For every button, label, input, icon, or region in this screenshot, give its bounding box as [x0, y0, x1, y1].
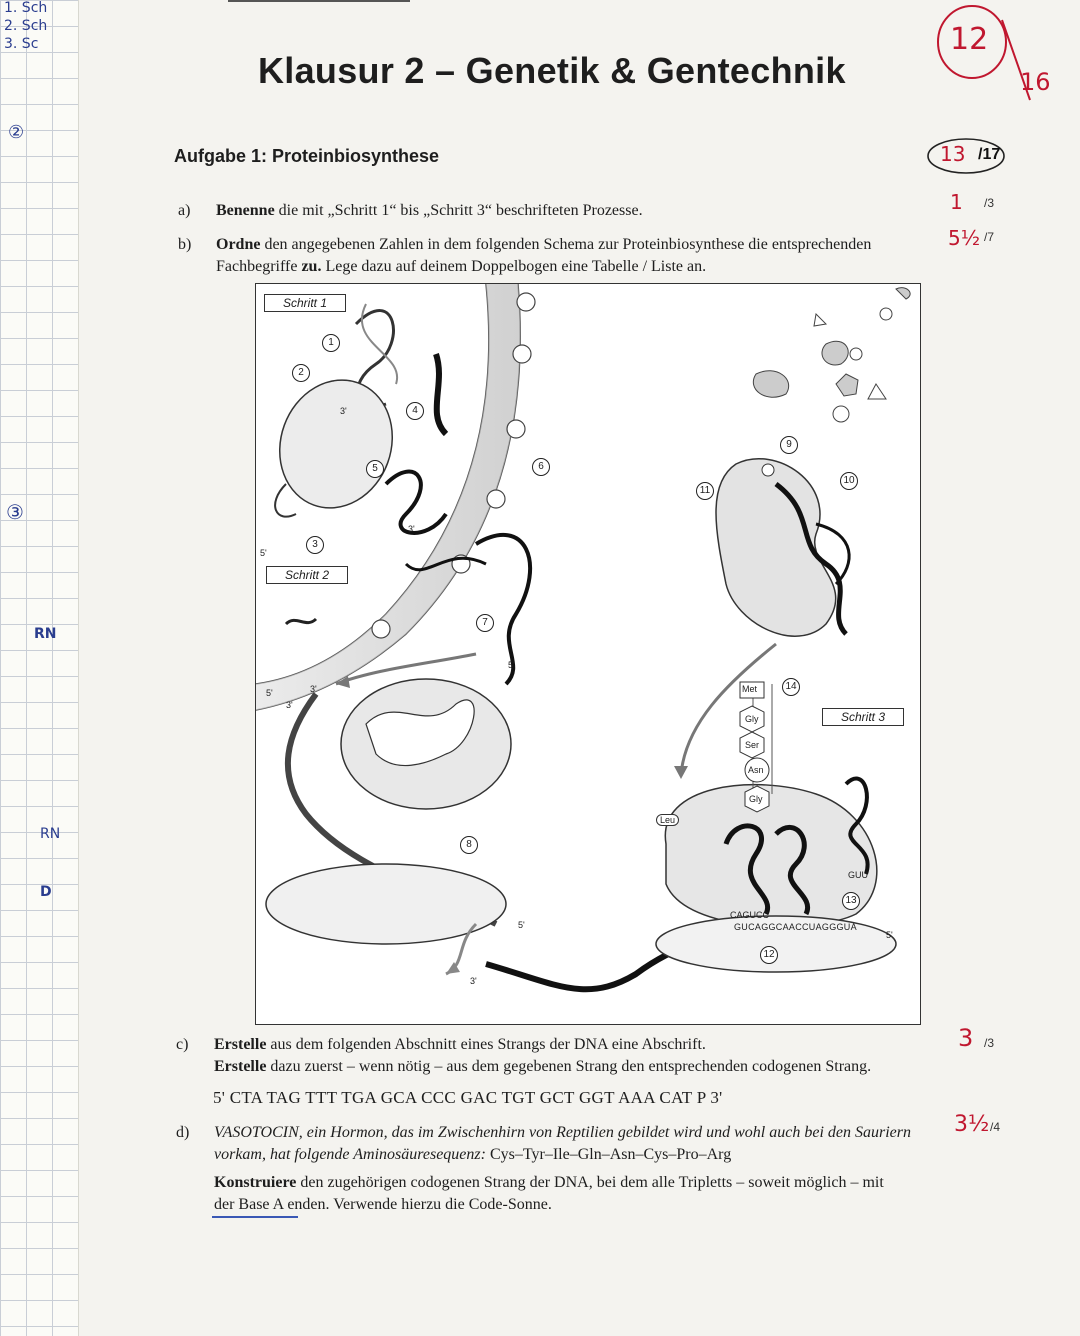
step-2-label: Schritt 2 — [266, 566, 348, 584]
aufgabe-heading: Aufgabe 1: Proteinbiosynthese — [174, 146, 440, 166]
task-b-score-hand: 5½ — [948, 226, 981, 250]
step-1-label: Schritt 1 — [264, 294, 346, 312]
task-c — [176, 1034, 956, 1080]
task-b — [178, 234, 938, 280]
prime-8: 3' — [286, 700, 293, 710]
marker-4: 4 — [406, 402, 424, 420]
marker-3: 3 — [306, 536, 324, 554]
prime-1: 3' — [340, 406, 347, 416]
marker-7: 7 — [476, 614, 494, 632]
marker-2: 2 — [292, 364, 310, 382]
aa-ser: Ser — [745, 740, 760, 750]
anticodon2-label: GUU — [848, 870, 868, 880]
marker-14: 14 — [782, 678, 800, 696]
task-d-italic2: vorkam, hat folgende Aminosäuresequenz: — [214, 1146, 486, 1163]
aa-leu: Leu — [656, 814, 679, 826]
prime-10: 5' — [266, 688, 273, 698]
protein-biosynthesis-diagram — [255, 283, 921, 1025]
task-d-verb: Konstruiere — [214, 1174, 297, 1191]
top-rule — [228, 0, 410, 2]
task-c-verb: Erstelle — [214, 1036, 267, 1053]
step-3-label: Schritt 3 — [822, 708, 904, 726]
task-a-label: a) — [178, 202, 191, 219]
task-d-score-print: /4 — [990, 1120, 1001, 1134]
prime-2: 5' — [260, 548, 267, 558]
task-d-text1: den zugehörigen codogenen Strang der DNA, bei dem alle Tripletts – soweit möglich – mit — [296, 1174, 884, 1191]
dna-sequence: 5' CTA TAG TTT TGA GCA CCC GAC TGT GCT GGT AAA CAT P 3' — [213, 1088, 723, 1107]
task-c-text1: aus dem folgenden Abschnitt eines Strangs der DNA eine Abschrift. — [266, 1036, 706, 1053]
prime-5: 5' — [508, 660, 515, 670]
anticodon-label: CAGUCC — [730, 910, 770, 920]
task-c-verb2: Erstelle — [214, 1058, 267, 1075]
task-b-text2-pre: Fachbegriffe — [216, 258, 302, 275]
marker-10: 10 — [840, 472, 858, 490]
prime-7: 5' — [518, 920, 525, 930]
aa-met: Met — [742, 684, 758, 694]
task-b-verb: Ordne — [216, 236, 261, 253]
prime-4: 3' — [310, 684, 317, 694]
grade-total-outof: 16 — [1020, 68, 1051, 96]
grade-total-hand: 12 — [950, 22, 989, 57]
margin-note-d: D — [40, 884, 52, 900]
task-a-score-print: /3 — [984, 196, 995, 210]
marker-1: 1 — [322, 334, 340, 352]
task-d-aa-seq: Cys–Tyr–Ile–Gln–Asn–Cys–Pro–Arg — [485, 1146, 732, 1163]
aufgabe-score-hand: 13 — [940, 142, 966, 166]
marker-6: 6 — [532, 458, 550, 476]
marker-5: 5 — [366, 460, 384, 478]
task-d-italic1: VASOTOCIN, ein Hormon, das im Zwischenhirn von Reptilien gebildet wird und wohl auch bei den Sauriern — [214, 1124, 911, 1141]
marker-9: 9 — [780, 436, 798, 454]
margin-note-2: 2. Sch — [4, 18, 48, 34]
prime-9: 5' — [886, 930, 893, 940]
task-c-score-hand: 3 — [958, 1024, 974, 1052]
prime-6: 3' — [470, 976, 477, 986]
aa-gly2: Gly — [749, 794, 763, 804]
task-d-label: d) — [176, 1124, 190, 1141]
marker-8: 8 — [460, 836, 478, 854]
task-d-text2: der Base A enden. Verwende hierzu die Code-Sonne. — [214, 1196, 552, 1213]
task-b-label: b) — [178, 236, 192, 253]
margin-note-3: 3. Sc — [4, 36, 39, 52]
task-d-score-hand: 3½ — [954, 1112, 990, 1137]
handwritten-underline — [212, 1216, 298, 1218]
task-a-score-hand: 1 — [950, 190, 963, 214]
prime-3: 3' — [408, 524, 415, 534]
task-b-text1: den angegebenen Zahlen in dem folgenden Schema zur Proteinbiosynthese die entsprechenden — [260, 236, 872, 253]
task-a-text: die mit „Schritt 1“ bis „Schritt 3“ beschrifteten Prozesse. — [274, 202, 643, 219]
margin-note-rn: RN — [34, 626, 57, 642]
task-b-score-print: /7 — [984, 230, 995, 244]
margin-note-1: 1. Sch — [4, 0, 48, 16]
graph-paper-margin — [0, 0, 79, 1336]
margin-circle-2: ② — [8, 122, 25, 143]
margin-note-rn2: RN — [40, 826, 61, 842]
task-b-verb2: zu. — [301, 258, 322, 275]
margin-circle-3: ③ — [6, 500, 24, 524]
mrna-codons: GUCAGGCAACCUAGGGUA — [734, 922, 857, 932]
task-a-verb: Benenne — [216, 202, 275, 219]
page-title: Klausur 2 – Genetik & Gentechnik — [258, 50, 846, 91]
aufgabe-score-print: /17 — [978, 146, 1001, 163]
aa-gly: Gly — [745, 714, 759, 724]
task-c-score-print: /3 — [984, 1036, 995, 1050]
task-b-text2: Lege dazu auf deinem Doppelbogen eine Tabelle / Liste an. — [321, 258, 707, 275]
task-c-label: c) — [176, 1036, 189, 1053]
task-c-text2: dazu zuerst – wenn nötig – aus dem gegebenen Strang den entsprechenden codogenen Strang. — [266, 1058, 872, 1075]
task-d — [176, 1122, 956, 1212]
diagram-drawing — [256, 284, 920, 1024]
aa-asn: Asn — [748, 765, 764, 775]
marker-12: 12 — [760, 946, 778, 964]
marker-13: 13 — [842, 892, 860, 910]
marker-11: 11 — [696, 482, 714, 500]
